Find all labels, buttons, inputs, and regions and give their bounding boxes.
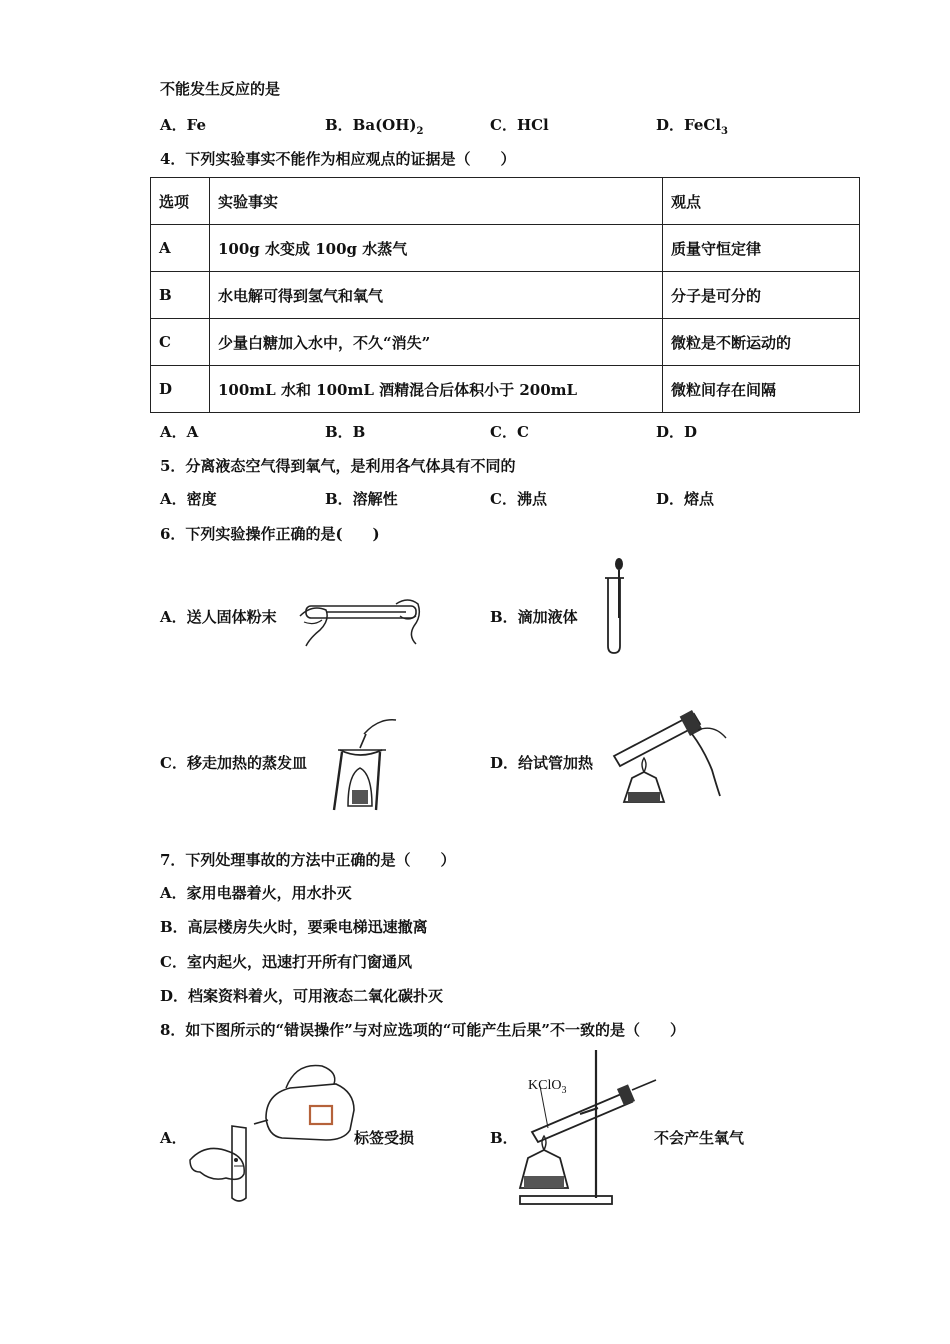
row-key: B [151, 272, 210, 319]
row-view: 分子是可分的 [663, 272, 860, 319]
q3-stem-tail: 不能发生反应的是 [160, 80, 281, 98]
row-view: 质量守恒定律 [663, 225, 860, 272]
q4-stem: 4．下列实验事实不能作为相应观点的证据是（ ） [160, 150, 516, 168]
q4-option-a: A．A [160, 423, 199, 441]
row-fact: 100mL 水和 100mL 酒精混合后体积小于 200mL [210, 366, 663, 413]
q7-stem: 7．下列处理事故的方法中正确的是（ ） [160, 851, 456, 869]
q5-option-a: A．密度 [160, 490, 217, 508]
kclo3-heating-apparatus-figure [514, 1048, 660, 1208]
q5-option-d: D．熔点 [656, 490, 715, 508]
table-row [151, 225, 860, 272]
row-key: A [151, 225, 210, 272]
q6-stem: 6．下列实验操作正确的是( ) [160, 525, 380, 543]
q3-option-b: B．$Ba(OH)_2$ [325, 116, 424, 137]
evaporating-dish-figure [330, 714, 400, 814]
q6-option-c: C．移走加热的蒸发皿 [160, 754, 307, 772]
q8-option-b-result: 不会产生氧气 [654, 1129, 745, 1147]
q7-option-d: D．档案资料着火，可用液态二氧化碳扑灭 [160, 987, 444, 1005]
dropper-test-tube-figure [600, 556, 634, 656]
row-view: 微粒是不断运动的 [663, 319, 860, 366]
table-row [151, 272, 860, 319]
table-row [151, 319, 860, 366]
table-header-option: 选项 [151, 178, 210, 225]
q8-option-a-label: A． [160, 1129, 187, 1147]
heating-test-tube-figure [608, 704, 730, 808]
row-key: C [151, 319, 210, 366]
q8-option-b-label: B． [490, 1129, 518, 1147]
table-header-row [151, 178, 860, 225]
row-key: D [151, 366, 210, 413]
q7-option-b: B．高层楼房失火时，要乘电梯迅速撤离 [160, 918, 428, 936]
q3-option-a: A．Fe [160, 116, 207, 134]
table-header-fact: 实验事实 [210, 178, 663, 225]
q8-stem: 8．如下图所示的“错误操作”与对应选项的“可能产生后果”不一致的是（ ） [160, 1021, 685, 1039]
q4-table [150, 177, 860, 413]
q7-option-c: C．室内起火，迅速打开所有门窗通风 [160, 953, 412, 971]
table-header-view: 观点 [663, 178, 860, 225]
q4-option-b: B．B [325, 423, 366, 441]
q5-stem: 5．分离液态空气得到氧气，是利用各气体具有不同的 [160, 457, 516, 475]
powder-to-test-tube-figure [296, 586, 426, 648]
table-row [151, 366, 860, 413]
q5-option-b: B．溶解性 [325, 490, 398, 508]
q6-option-d: D．给试管加热 [490, 754, 594, 772]
row-fact: 水电解可得到氢气和氧气 [210, 272, 663, 319]
q5-option-c: C．沸点 [490, 490, 547, 508]
q6-option-b: B．滴加液体 [490, 608, 578, 626]
row-fact: 100g 水变成 100g 水蒸气 [210, 225, 663, 272]
pouring-liquid-figure [186, 1048, 358, 1206]
row-fact: 少量白糖加入水中，不久“消失” [210, 319, 663, 366]
q3-option-d: D．FeCl$_3$ [656, 116, 728, 137]
q4-option-c: C．C [490, 423, 529, 441]
q6-option-a: A．送人固体粉末 [160, 608, 277, 626]
q3-option-c: C．HCl [490, 116, 549, 134]
kclo3-formula-label: KClO$_3$ [528, 1078, 567, 1096]
q8-option-a-result: 标签受损 [354, 1129, 415, 1147]
row-view: 微粒间存在间隔 [663, 366, 860, 413]
q7-option-a: A．家用电器着火，用水扑灭 [160, 884, 352, 902]
q4-option-d: D．D [656, 423, 698, 441]
